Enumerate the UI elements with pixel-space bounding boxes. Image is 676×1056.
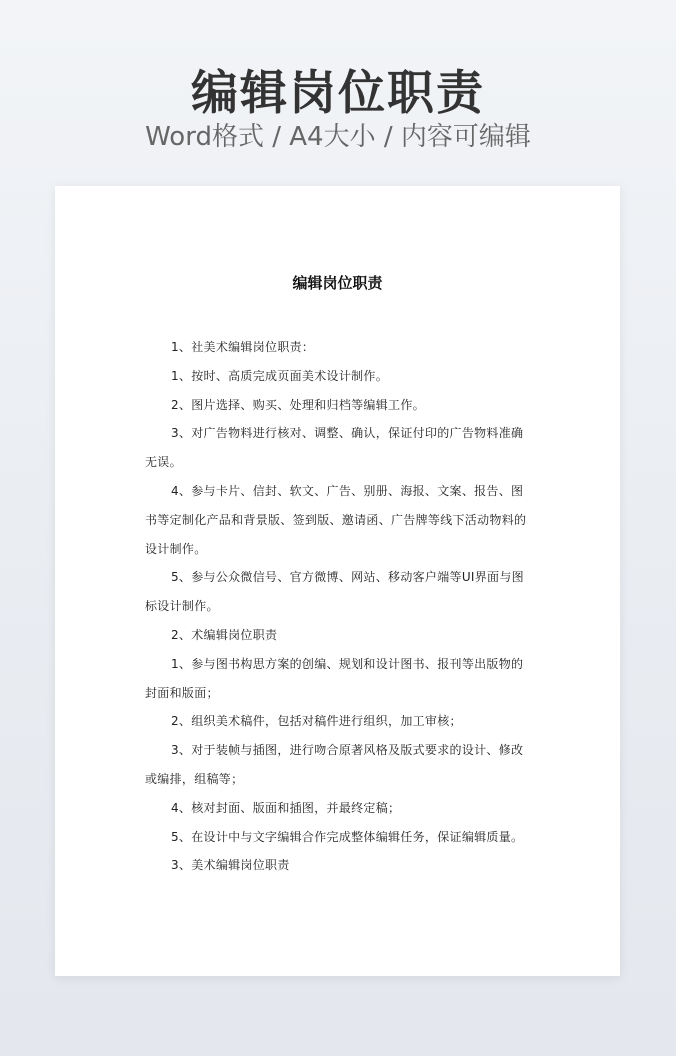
paragraph: 2、图片选择、购买、处理和归档等编辑工作。 [171,397,425,412]
paragraph: 3、美术编辑岗位职责 [171,858,290,873]
paragraph: 4、核对封面、版面和插图，并最终定稿； [171,800,401,815]
banner-title: 编辑岗位职责 [191,66,485,121]
paragraph: 1、参与图书构思方案的创编、规划和设计图书、报刊等出版物的封面和版面； [145,656,524,700]
paragraph: 5、在设计中与文字编辑合作完成整体编辑任务，保证编辑质量。 [171,829,524,844]
document-page [55,186,620,976]
document-body [145,333,533,880]
paragraph: 1、按时、高质完成页面美术设计制作。 [171,368,389,383]
paragraph: 1、社美术编辑岗位职责： [171,340,315,354]
paragraph: 3、对广告物料进行核对、调整、确认，保证付印的广告物料准确无误。 [145,426,524,470]
banner-subtitle: Word格式 / A4大小 / 内容可编辑 [145,122,531,152]
paragraph: 2、组织美术稿件，包括对稿件进行组织，加工审核； [171,714,462,729]
paragraph: 4、参与卡片、信封、软文、广告、别册、海报、文案、报告、图书等定制化产品和背景版、签到版、邀请函、广告牌等线下活动物料的设计制作。 [145,483,527,556]
paragraph: 5、参与公众微信号、官方微博、网站、移动客户端等UI界面与图标设计制作。 [145,570,524,614]
document-title: 编辑岗位职责 [292,274,383,292]
paragraph: 2、术编辑岗位职责 [171,627,278,642]
paragraph: 3、对于装帧与插图，进行吻合原著风格及版式要求的设计、修改或编排，组稿等； [145,743,524,786]
